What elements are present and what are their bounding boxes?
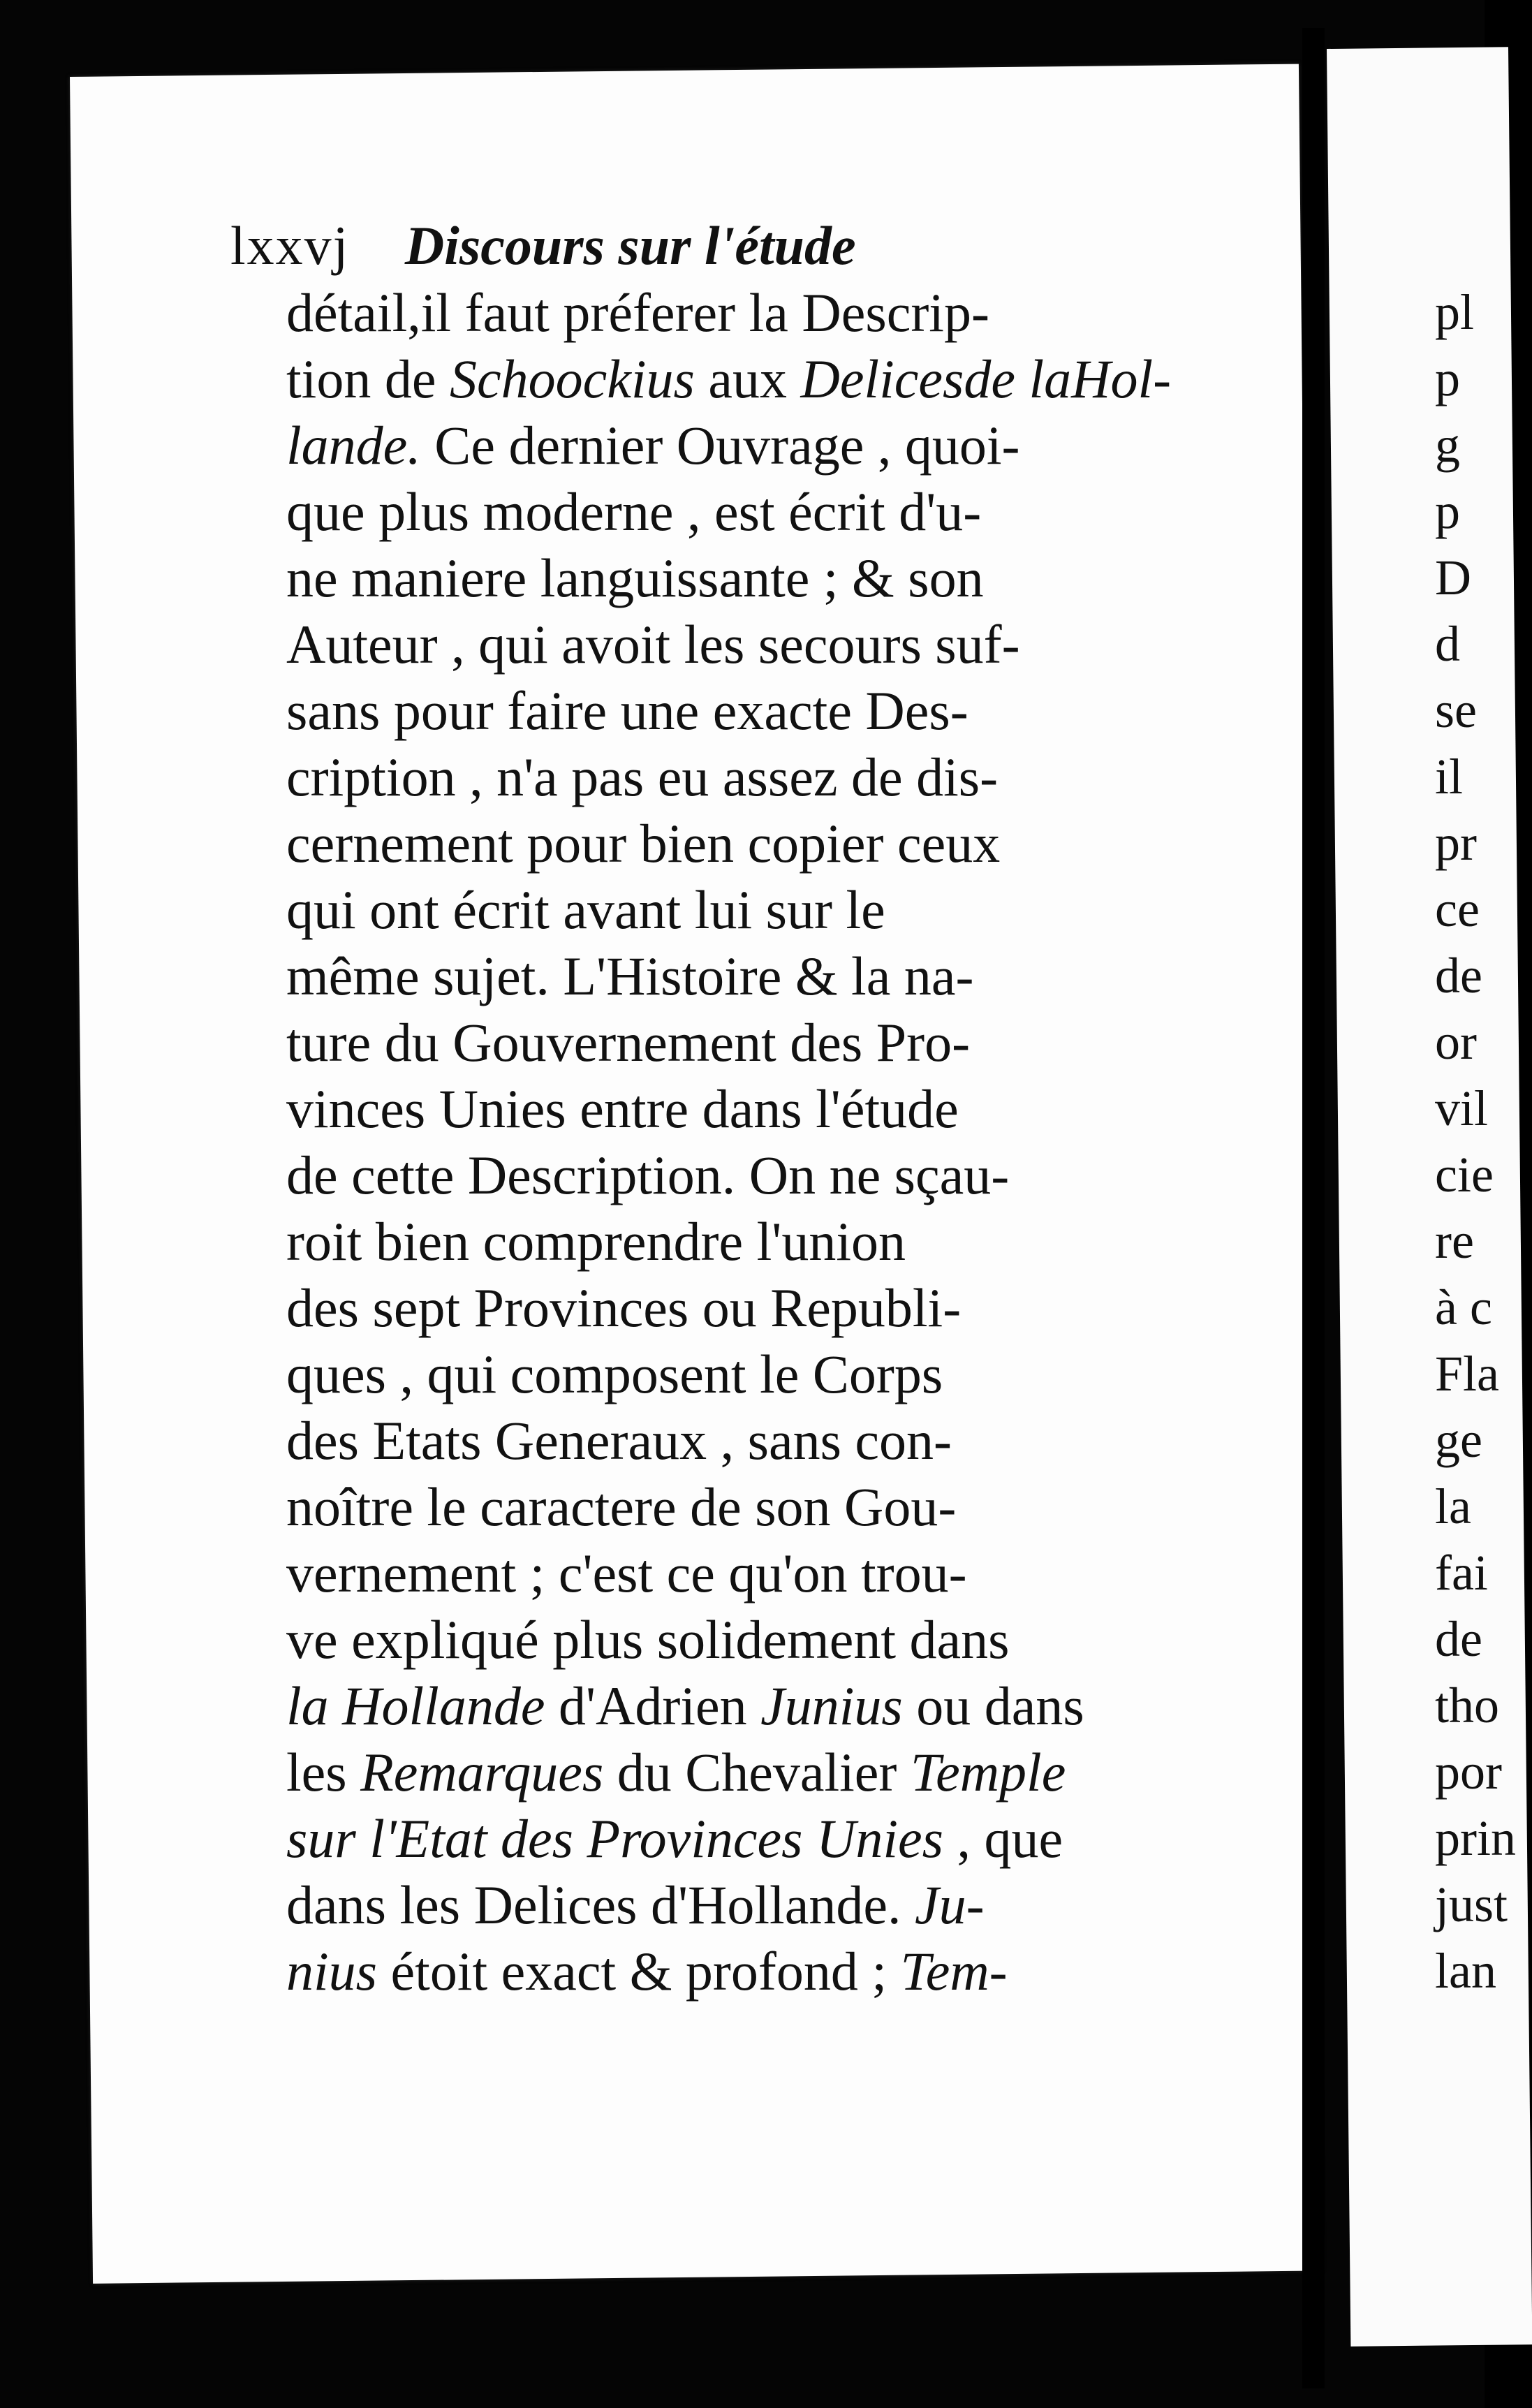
- facing-page-fragment: Fla: [1435, 1346, 1500, 1402]
- facing-page-fragment: il: [1435, 749, 1464, 805]
- text-line: [286, 677, 1222, 744]
- italic-run: Ju-: [914, 1874, 985, 1935]
- italic-run: sur l'Etat des Provinces Unies: [286, 1808, 943, 1869]
- facing-page-fragment: re: [1435, 1213, 1474, 1269]
- text-run: tion de: [286, 348, 450, 409]
- text-run: les: [286, 1742, 361, 1803]
- text-line: [286, 1474, 1222, 1540]
- facing-page-fragment: p: [1435, 351, 1460, 406]
- facing-page-fragment: vil: [1435, 1080, 1489, 1136]
- running-title: Discours sur l'étude: [404, 215, 856, 276]
- text-run: étoit exact & profond ;: [377, 1941, 901, 2002]
- italic-run: Tem-: [900, 1941, 1008, 2002]
- text-run: , que: [943, 1808, 1063, 1869]
- facing-page-fragment: fai: [1435, 1545, 1488, 1601]
- text-line: [286, 412, 1222, 478]
- facing-page-fragment: d: [1435, 616, 1460, 672]
- text-line: [286, 1540, 1222, 1606]
- text-line: [286, 744, 1222, 810]
- text-run: ture du Gouvernement des Pro-: [286, 1012, 971, 1073]
- text-run: sans pour faire une exacte Des-: [286, 680, 968, 741]
- text-line: [286, 611, 1222, 677]
- text-run: vernement ; c'est ce qu'on trou-: [286, 1543, 967, 1603]
- text-line: [286, 1009, 1222, 1075]
- italic-run: lande.: [286, 415, 421, 476]
- facing-page-fragment: por: [1435, 1744, 1502, 1800]
- facing-page-fragment: cie: [1435, 1147, 1494, 1203]
- facing-page-fragment: p: [1435, 483, 1460, 539]
- italic-run: nius: [286, 1941, 378, 2002]
- text-run: ve expliqué plus solidement dans: [286, 1609, 1010, 1670]
- facing-page-fragment: prin: [1435, 1810, 1516, 1866]
- facing-page-fragment: ge: [1435, 1412, 1482, 1468]
- running-head: [230, 204, 1208, 288]
- text-run: ques , qui composent le Corps: [286, 1344, 943, 1404]
- italic-run: la Hollande: [286, 1675, 545, 1736]
- italic-run: Junius: [760, 1675, 903, 1736]
- facing-page: [1327, 47, 1532, 2347]
- text-line: [286, 876, 1222, 943]
- italic-run: Schoockius: [449, 348, 695, 409]
- facing-page-fragment: de: [1435, 948, 1482, 1004]
- text-line: [286, 1606, 1222, 1673]
- text-line: [286, 545, 1222, 611]
- text-line: [286, 1673, 1222, 1739]
- text-run: Auteur , qui avoit les secours suf-: [286, 614, 1020, 675]
- text-line: [286, 279, 1222, 346]
- facing-page-fragment: g: [1435, 417, 1460, 473]
- text-run: du Chevalier: [603, 1742, 911, 1803]
- text-run: détail,il faut préferer la Descrip-: [286, 282, 989, 343]
- page-number: lxxvj: [230, 215, 350, 276]
- text-run: dans les Delices d'Hollande.: [286, 1874, 915, 1935]
- text-line: [286, 1739, 1222, 1805]
- text-line: [286, 478, 1222, 545]
- italic-run: Delicesde laHol-: [800, 348, 1172, 409]
- text-run: cription , n'a pas eu assez de dis-: [286, 747, 999, 807]
- text-run: des Etats Generaux , sans con-: [286, 1410, 952, 1471]
- text-run: noître le caractere de son Gou-: [286, 1476, 957, 1537]
- facing-page-fragment: pr: [1435, 815, 1477, 871]
- text-run: d'Adrien: [545, 1675, 761, 1736]
- text-run: de cette Description. On ne sçau-: [286, 1145, 1010, 1205]
- text-line: [286, 810, 1222, 876]
- text-run: des sept Provinces ou Republi-: [286, 1277, 962, 1338]
- text-run: aux: [694, 348, 801, 409]
- italic-run: Temple: [910, 1742, 1066, 1803]
- text-run: Ce dernier Ouvrage , quoi-: [420, 415, 1020, 476]
- facing-page-fragment: se: [1435, 682, 1477, 738]
- text-line: [286, 1872, 1222, 1938]
- facing-page-fragment: de: [1435, 1611, 1482, 1667]
- text-run: vinces Unies entre dans l'étude: [286, 1078, 959, 1139]
- text-run: même sujet. L'Histoire & la na-: [286, 946, 974, 1006]
- facing-page-fragment: la: [1435, 1478, 1471, 1534]
- text-line: [286, 1341, 1222, 1407]
- facing-page-fragment: tho: [1435, 1677, 1500, 1733]
- facing-page-fragment: ce: [1435, 881, 1480, 937]
- facing-page-text: [1435, 279, 1516, 2004]
- facing-page-fragment: D: [1435, 550, 1471, 605]
- text-line: [286, 1805, 1222, 1872]
- text-run: cernement pour bien copier ceux: [286, 813, 1001, 874]
- text-run: qui ont écrit avant lui sur le: [286, 879, 885, 940]
- text-line: [286, 346, 1222, 412]
- facing-page-fragment: à c: [1435, 1279, 1492, 1335]
- italic-run: Remarques: [360, 1742, 604, 1803]
- text-line: [286, 1142, 1222, 1208]
- text-run: ou dans: [902, 1675, 1084, 1736]
- text-line: [286, 1407, 1222, 1474]
- text-run: roit bien comprendre l'union: [286, 1211, 906, 1272]
- text-line: [286, 1938, 1222, 2004]
- body-text: [286, 279, 1222, 2004]
- book-gutter: [1302, 28, 1325, 2388]
- facing-page-fragment: lan: [1435, 1943, 1496, 1999]
- facing-page-fragment: pl: [1435, 284, 1475, 340]
- text-line: [286, 1208, 1222, 1275]
- facing-page-fragment: just: [1435, 1877, 1508, 1932]
- text-line: [286, 1075, 1222, 1142]
- text-run: ne maniere languissante ; & son: [286, 548, 984, 608]
- facing-page-fragment: or: [1435, 1014, 1477, 1070]
- text-line: [286, 1275, 1222, 1341]
- text-run: que plus moderne , est écrit d'u-: [286, 481, 982, 542]
- text-line: [286, 943, 1222, 1009]
